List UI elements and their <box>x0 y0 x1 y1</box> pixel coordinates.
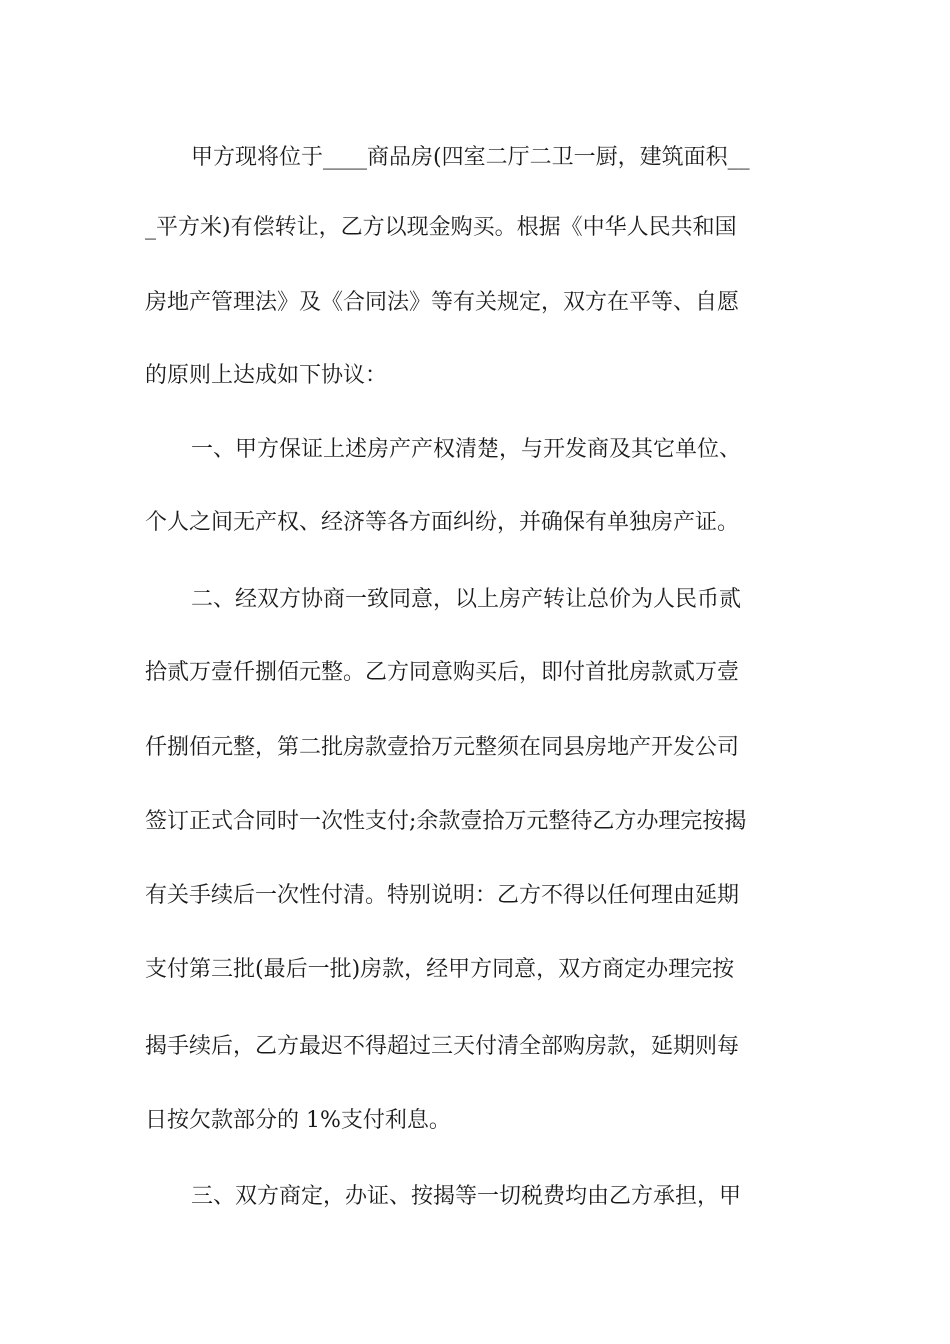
clause-3-line-1: 三、双方商定，办证、按揭等一切税费均由乙方承担，甲 <box>191 1184 742 1209</box>
paragraph-intro-line-3: 房地产管理法》及《合同法》等有关规定，双方在平等、自愿 <box>145 290 740 315</box>
clause-2-line-4: 签订正式合同时一次性支付;余款壹拾万元整待乙方办理完按揭 <box>145 809 747 834</box>
clause-2-line-6: 支付第三批(最后一批)房款，经甲方同意，双方商定办理完按 <box>145 957 735 982</box>
clause-1-line-1: 一、甲方保证上述房产产权清楚，与开发商及其它单位、 <box>191 437 742 462</box>
clause-1-line-2: 个人之间无产权、经济等各方面纠纷，并确保有单独房产证。 <box>145 510 740 535</box>
paragraph-intro-line-2: _平方米)有偿转让，乙方以现金购买。根据《中华人民共和国 <box>145 215 737 240</box>
clause-2-line-5: 有关手续后一次性付清。特别说明：乙方不得以任何理由延期 <box>145 883 740 908</box>
clause-2-line-7: 揭手续后，乙方最迟不得超过三天付清全部购房款，延期则每 <box>145 1034 740 1059</box>
paragraph-intro-line-4: 的原则上达成如下协议： <box>145 363 388 388</box>
clause-2-line-1: 二、经双方协商一致同意，以上房产转让总价为人民币贰 <box>191 587 742 612</box>
clause-2-line-3: 仟捌佰元整，第二批房款壹拾万元整须在同县房地产开发公司 <box>145 735 740 760</box>
clause-2-line-2: 拾贰万壹仟捌佰元整。乙方同意购买后，即付首批房款贰万壹 <box>145 660 740 685</box>
paragraph-intro-line-1: 甲方现将位于____商品房(四室二厅二卫一厨，建筑面积__ <box>191 145 750 170</box>
clause-2-line-8: 日按欠款部分的 1%支付利息。 <box>145 1108 451 1133</box>
